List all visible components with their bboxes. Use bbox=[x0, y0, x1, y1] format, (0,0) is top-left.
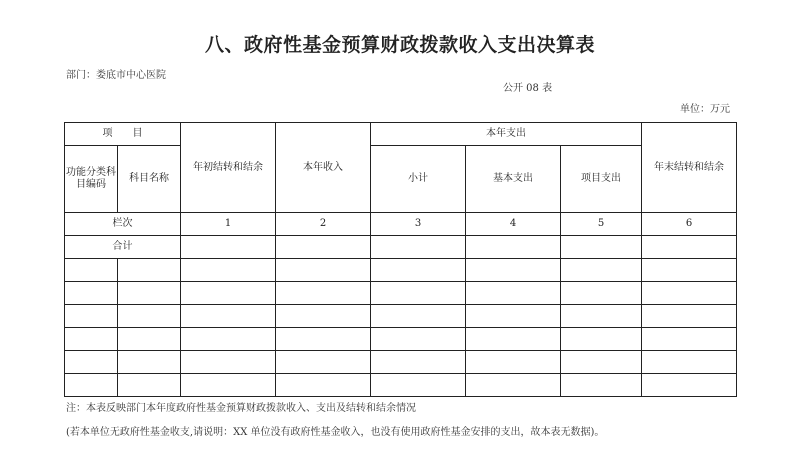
unit-label: 单位：万元 bbox=[680, 104, 730, 115]
table-cell bbox=[371, 282, 466, 305]
table-cell bbox=[561, 328, 642, 351]
header-begin-balance: 年初结转和结余 bbox=[181, 123, 276, 213]
table-cell bbox=[181, 328, 276, 351]
page-title: 八、政府性基金预算财政拨款收入支出决算表 bbox=[204, 34, 595, 56]
header-project-expense: 项目支出 bbox=[561, 146, 642, 213]
table-cell bbox=[561, 259, 642, 282]
table-cell bbox=[642, 259, 737, 282]
table-cell bbox=[276, 259, 371, 282]
table-cell bbox=[371, 305, 466, 328]
table-cell bbox=[276, 305, 371, 328]
column-number-row bbox=[65, 213, 737, 236]
table-cell bbox=[561, 305, 642, 328]
header-func-code: 功能分类科目编码 bbox=[65, 146, 118, 213]
column-number: 2 bbox=[276, 213, 371, 236]
table-cell bbox=[466, 351, 561, 374]
table-cell bbox=[65, 305, 118, 328]
table-cell bbox=[276, 328, 371, 351]
table-cell bbox=[181, 236, 276, 259]
table-row bbox=[65, 351, 737, 374]
header-end-balance: 年末结转和结余 bbox=[642, 123, 737, 213]
column-number: 1 bbox=[181, 213, 276, 236]
fund-table bbox=[64, 122, 737, 397]
table-cell bbox=[561, 374, 642, 397]
table-cell bbox=[371, 374, 466, 397]
table-cell bbox=[65, 351, 118, 374]
table-row bbox=[65, 282, 737, 305]
total-label: 合计 bbox=[65, 236, 181, 259]
table-cell bbox=[561, 351, 642, 374]
table-cell bbox=[466, 374, 561, 397]
table-cell bbox=[466, 236, 561, 259]
table-cell bbox=[642, 282, 737, 305]
table-cell bbox=[118, 328, 181, 351]
table-cell bbox=[65, 282, 118, 305]
table-cell bbox=[276, 374, 371, 397]
header-current-expense: 本年支出 bbox=[371, 123, 642, 146]
table-note: 注：本表反映部门本年度政府性基金预算财政拨款收入、支出及结转和结余情况 bbox=[66, 403, 416, 414]
header-basic-expense: 基本支出 bbox=[466, 146, 561, 213]
table-cell bbox=[181, 351, 276, 374]
table-cell bbox=[65, 374, 118, 397]
table-cell bbox=[466, 328, 561, 351]
table-cell bbox=[642, 236, 737, 259]
table-cell bbox=[181, 282, 276, 305]
total-row bbox=[65, 236, 737, 259]
table-cell bbox=[181, 259, 276, 282]
table-row bbox=[65, 259, 737, 282]
table-cell bbox=[118, 374, 181, 397]
table-cell bbox=[276, 282, 371, 305]
table-note-explanation: (若本单位无政府性基金收支,请说明：XX 单位没有政府性基金收入，也没有使用政府性基金安排的支出，故本表无数据)。 bbox=[66, 427, 605, 438]
table-cell bbox=[276, 236, 371, 259]
table-cell bbox=[371, 328, 466, 351]
table-cell bbox=[561, 282, 642, 305]
table-cell bbox=[642, 328, 737, 351]
table-row bbox=[65, 305, 737, 328]
table-cell bbox=[642, 351, 737, 374]
table-cell bbox=[118, 282, 181, 305]
table-cell bbox=[371, 236, 466, 259]
table-cell bbox=[181, 305, 276, 328]
column-number: 4 bbox=[466, 213, 561, 236]
table-cell bbox=[642, 305, 737, 328]
table-row bbox=[65, 328, 737, 351]
header-item: 项 目 bbox=[65, 123, 181, 146]
header-current-income: 本年收入 bbox=[276, 123, 371, 213]
table-cell bbox=[466, 282, 561, 305]
column-number: 6 bbox=[642, 213, 737, 236]
table-cell bbox=[118, 305, 181, 328]
table-cell bbox=[561, 236, 642, 259]
table-row bbox=[65, 374, 737, 397]
table-cell bbox=[65, 328, 118, 351]
table-cell bbox=[118, 351, 181, 374]
header-subtotal: 小计 bbox=[371, 146, 466, 213]
table-cell bbox=[466, 305, 561, 328]
table-cell bbox=[181, 374, 276, 397]
column-number-label: 栏次 bbox=[65, 213, 181, 236]
table-cell bbox=[276, 351, 371, 374]
table-cell bbox=[118, 259, 181, 282]
header-subject-name: 科目名称 bbox=[118, 146, 181, 213]
column-number: 3 bbox=[371, 213, 466, 236]
table-cell bbox=[371, 259, 466, 282]
department-label: 部门：娄底市中心医院 bbox=[66, 70, 166, 81]
form-code: 公开 08 表 bbox=[503, 83, 553, 94]
column-number: 5 bbox=[561, 213, 642, 236]
table-cell bbox=[65, 259, 118, 282]
table-cell bbox=[466, 259, 561, 282]
table-cell bbox=[371, 351, 466, 374]
table-cell bbox=[642, 374, 737, 397]
